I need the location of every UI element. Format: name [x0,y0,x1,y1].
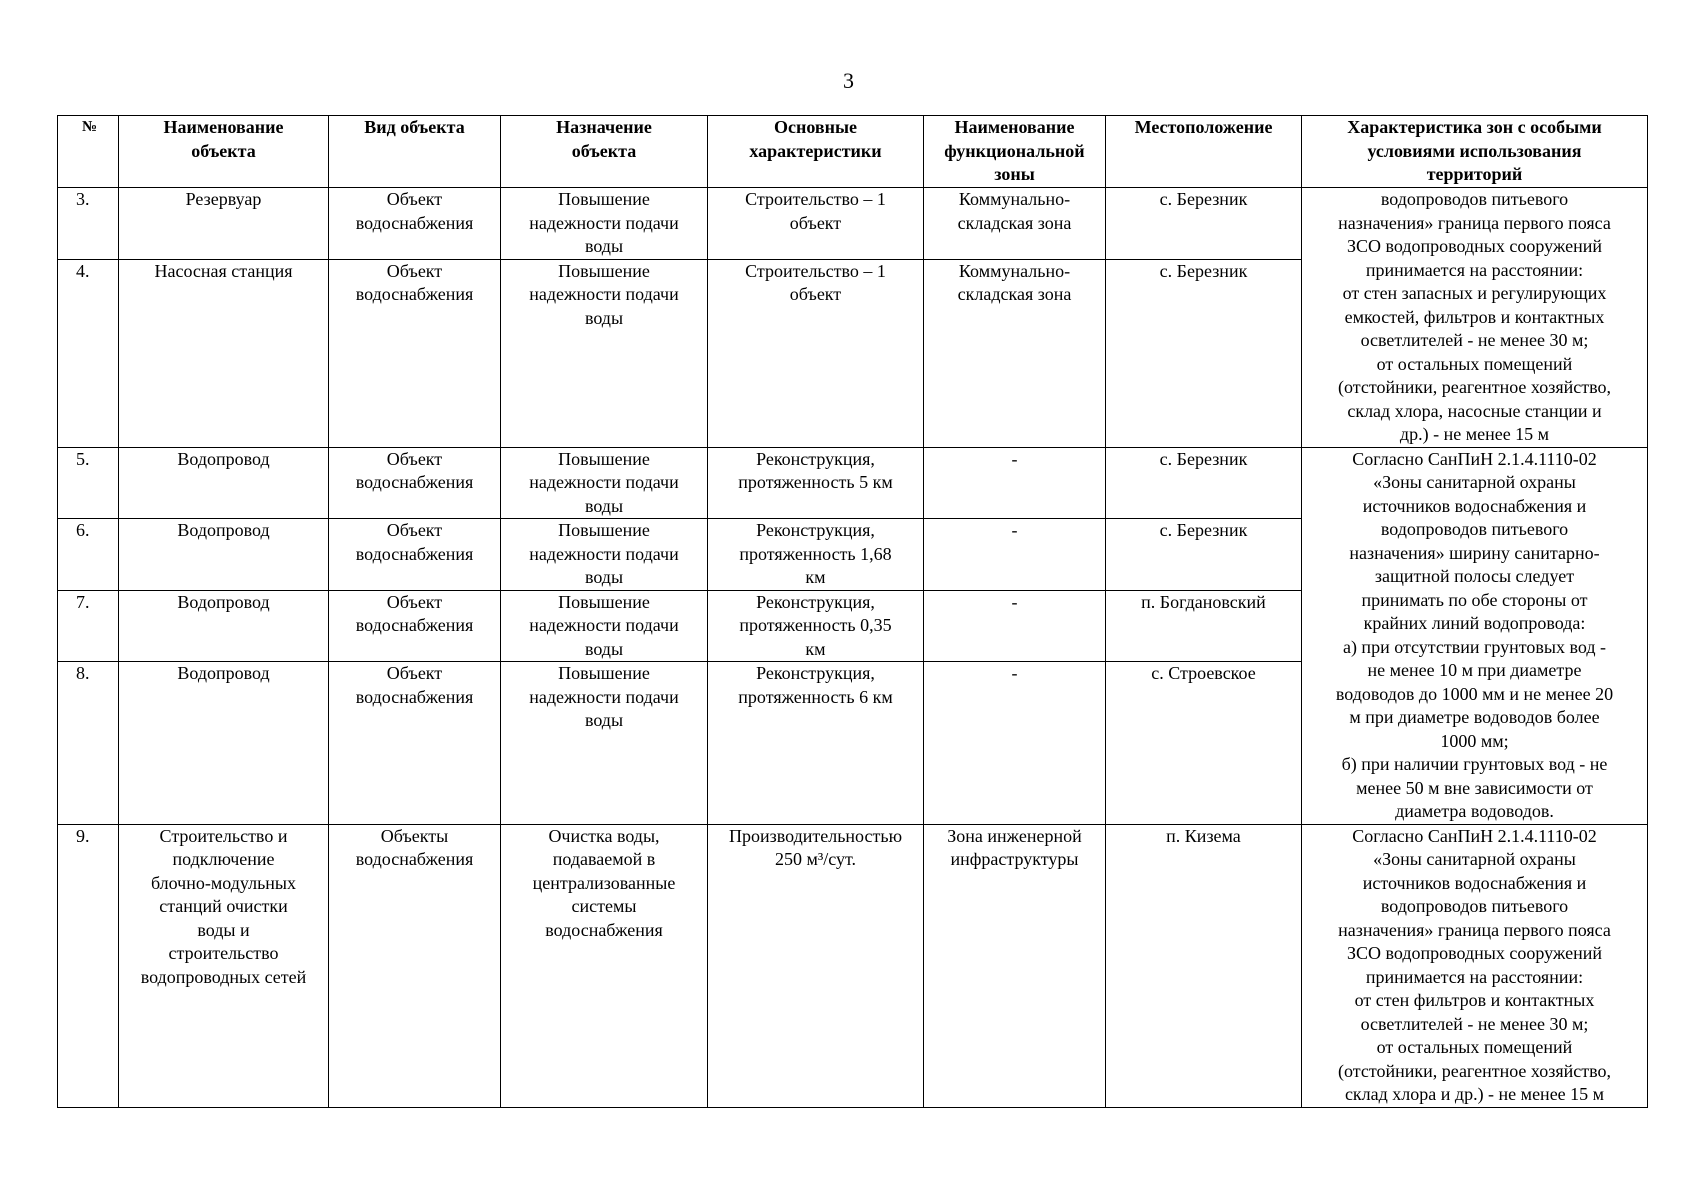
cell-type: Объект водоснабжения [329,662,501,824]
cell-zone: Коммунально- складская зона [924,259,1106,447]
cell-purpose: Очистка воды, подаваемой в централизованные системы водоснабжения [501,824,708,1107]
cell-characteristics: Реконструкция, протяженность 6 км [708,662,924,824]
header-characteristics: Основные характеристики [708,116,924,188]
cell-name: Строительство и подключение блочно-модульных станций очистки воды и строительство водопроводных сетей [119,824,329,1107]
cell-special-zones: Согласно СанПиН 2.1.4.1110-02 «Зоны санитарной охраны источников водоснабжения и водопроводов питьевого назначения» ширину санитарно- защитной полосы следует принимать по обе стороны от крайних линий водопровода: а) при отсутствии грунтовых вод - не менее 10 м при диаметре водоводов до 1000 мм и не менее 20 м при диаметре водоводов более 1000 мм; б) при наличии грунтовых вод - не менее 50 м вне зависимости от диаметра водоводов. [1302,447,1648,824]
header-name: Наименование объекта [119,116,329,188]
cell-purpose: Повышение надежности подачи воды [501,590,708,662]
cell-zone: - [924,447,1106,519]
cell-purpose: Повышение надежности подачи воды [501,259,708,447]
cell-purpose: Повышение надежности подачи воды [501,447,708,519]
table-row [58,824,1648,1107]
cell-characteristics: Реконструкция, протяженность 5 км [708,447,924,519]
cell-location: с. Березник [1106,519,1302,591]
header-type: Вид объекта [329,116,501,188]
cell-type: Объекты водоснабжения [329,824,501,1107]
cell-type: Объект водоснабжения [329,188,501,260]
header-purpose: Назначение объекта [501,116,708,188]
cell-special-zones: Согласно СанПиН 2.1.4.1110-02 «Зоны санитарной охраны источников водоснабжения и водопроводов питьевого назначения» граница первого пояса ЗСО водопроводных сооружений принимается на расстоянии: от стен фильтров и контактных осветлителей - не менее 30 м; от остальных помещений (отстойники, реагентное хозяйство, склад хлора и др.) - не менее 15 м [1302,824,1648,1107]
cell-location: п. Богдановский [1106,590,1302,662]
cell-zone: - [924,519,1106,591]
header-location: Местоположение [1106,116,1302,188]
table-row [58,447,1648,519]
cell-num: 7. [58,590,119,662]
cell-location: с. Березник [1106,188,1302,260]
cell-zone: Зона инженерной инфраструктуры [924,824,1106,1107]
cell-name: Водопровод [119,447,329,519]
header-special-zones: Характеристика зон с особыми условиями использования территорий [1302,116,1648,188]
cell-zone: Коммунально- складская зона [924,188,1106,260]
cell-location: п. Кизема [1106,824,1302,1107]
cell-zone: - [924,590,1106,662]
cell-name: Водопровод [119,662,329,824]
cell-num: 3. [58,188,119,260]
cell-type: Объект водоснабжения [329,447,501,519]
cell-characteristics: Реконструкция, протяженность 1,68 км [708,519,924,591]
cell-type: Объект водоснабжения [329,519,501,591]
cell-num: 4. [58,259,119,447]
cell-name: Водопровод [119,519,329,591]
header-num: № [58,116,119,188]
table-row [58,188,1648,260]
cell-name: Резервуар [119,188,329,260]
cell-characteristics: Реконструкция, протяженность 0,35 км [708,590,924,662]
header-row [58,116,1648,188]
cell-name: Насосная станция [119,259,329,447]
cell-num: 9. [58,824,119,1107]
cell-purpose: Повышение надежности подачи воды [501,188,708,260]
cell-num: 8. [58,662,119,824]
cell-location: с. Строевское [1106,662,1302,824]
cell-characteristics: Производительностью 250 м³/сут. [708,824,924,1107]
cell-purpose: Повышение надежности подачи воды [501,662,708,824]
cell-purpose: Повышение надежности подачи воды [501,519,708,591]
cell-zone: - [924,662,1106,824]
cell-type: Объект водоснабжения [329,590,501,662]
header-zone: Наименование функциональной зоны [924,116,1106,188]
cell-characteristics: Строительство – 1 объект [708,259,924,447]
cell-num: 5. [58,447,119,519]
cell-special-zones: водопроводов питьевого назначения» граница первого пояса ЗСО водопроводных сооружений принимается на расстоянии: от стен запасных и регулирующих емкостей, фильтров и контактных осветлителей - не менее 30 м; от остальных помещений (отстойники, реагентное хозяйство, склад хлора, насосные станции и др.) - не менее 15 м [1302,188,1648,448]
cell-location: с. Березник [1106,259,1302,447]
cell-num: 6. [58,519,119,591]
cell-location: с. Березник [1106,447,1302,519]
cell-type: Объект водоснабжения [329,259,501,447]
cell-name: Водопровод [119,590,329,662]
cell-characteristics: Строительство – 1 объект [708,188,924,260]
objects-table [57,115,1648,1108]
page-number: 3 [843,68,854,93]
